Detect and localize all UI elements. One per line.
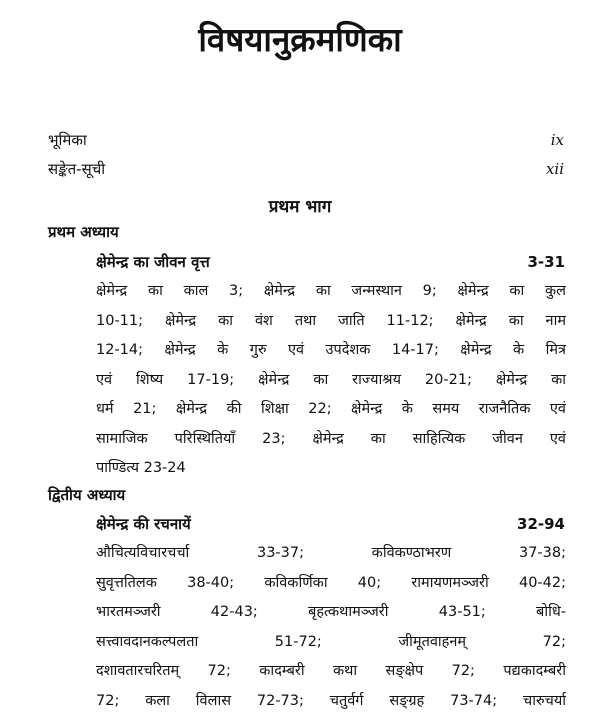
toc-entry-sanket-suchi [48, 155, 564, 183]
contents-line: 72; कला विलास 72-73; चतुर्वर्ग सङ्ग्रह 73-74; चारुचर्या [96, 692, 566, 709]
toc-entry-page: xii [545, 160, 564, 178]
chapter-label: द्वितीय अध्याय [48, 486, 126, 504]
contents-line: सामाजिक परिस्थितियाँ 23; क्षेमेन्द्र का साहित्यिक जीवन एवं [96, 430, 566, 447]
contents-line: सुवृत्ततिलक 38-40; कविकर्णिका 40; रामायणमञ्जरी 40-42; [96, 574, 566, 591]
chapter-heading [96, 248, 565, 276]
chapter-title: क्षेमेन्द्र का जीवन वृत्त [96, 253, 210, 271]
contents-line: सत्त्वावदानकल्पलता 51-72; जीमूतवाहनम् 72; [96, 633, 566, 650]
contents-line: धर्म 21; क्षेमेन्द्र की शिक्षा 22; क्षेमेन्द्र के समय राजनैतिक एवं [96, 401, 566, 417]
contents-line: औचित्यविचारचर्चा 33-37; कविकण्ठाभरण 37-38; [96, 545, 566, 561]
contents-line: दशावतारचरितम् 72; कादम्बरी कथा सङ्क्षेप 72; पद्यकादम्बरी [96, 663, 566, 679]
chapter-label: प्रथम अध्याय [48, 223, 119, 241]
contents-line: पाण्डित्य 23-24 [96, 460, 186, 476]
chapter-contents [96, 539, 566, 716]
part-heading: प्रथम भाग [268, 197, 332, 217]
contents-line: भारतमञ्जरी 42-43; बृहत्कथामञ्जरी 43-51; बोधि- [96, 604, 566, 620]
contents-line: क्षेमेन्द्र का काल 3; क्षेमेन्द्र का जन्मस्थान 9; क्षेमेन्द्र का कुल [96, 283, 566, 299]
toc-entry-label: भूमिका [48, 131, 87, 149]
page-title: विषयानुक्रमणिका [198, 20, 402, 59]
toc-entry-label: सङ्केत-सूची [48, 160, 106, 178]
chapter-contents [96, 277, 566, 484]
chapter-pages: 3-31 [527, 253, 565, 271]
chapter-title: क्षेमेन्द्र की रचनायें [96, 515, 191, 533]
contents-line: 10-11; क्षेमेन्द्र का वंश तथा जाति 11-12; क्षेमेन्द्र का नाम [96, 312, 566, 329]
contents-line: एवं शिष्य 17-19; क्षेमेन्द्र का राज्याश्रय 20-21; क्षेमेन्द्र का [96, 371, 566, 388]
contents-line: 12-14; क्षेमेन्द्र के गुरु एवं उपदेशक 14-17; क्षेमेन्द्र के मित्र [96, 342, 566, 358]
chapter-heading [96, 510, 565, 538]
toc-entry-page: ix [550, 131, 564, 149]
chapter-pages: 32-94 [517, 515, 565, 533]
toc-entry-bhumika [48, 126, 564, 154]
